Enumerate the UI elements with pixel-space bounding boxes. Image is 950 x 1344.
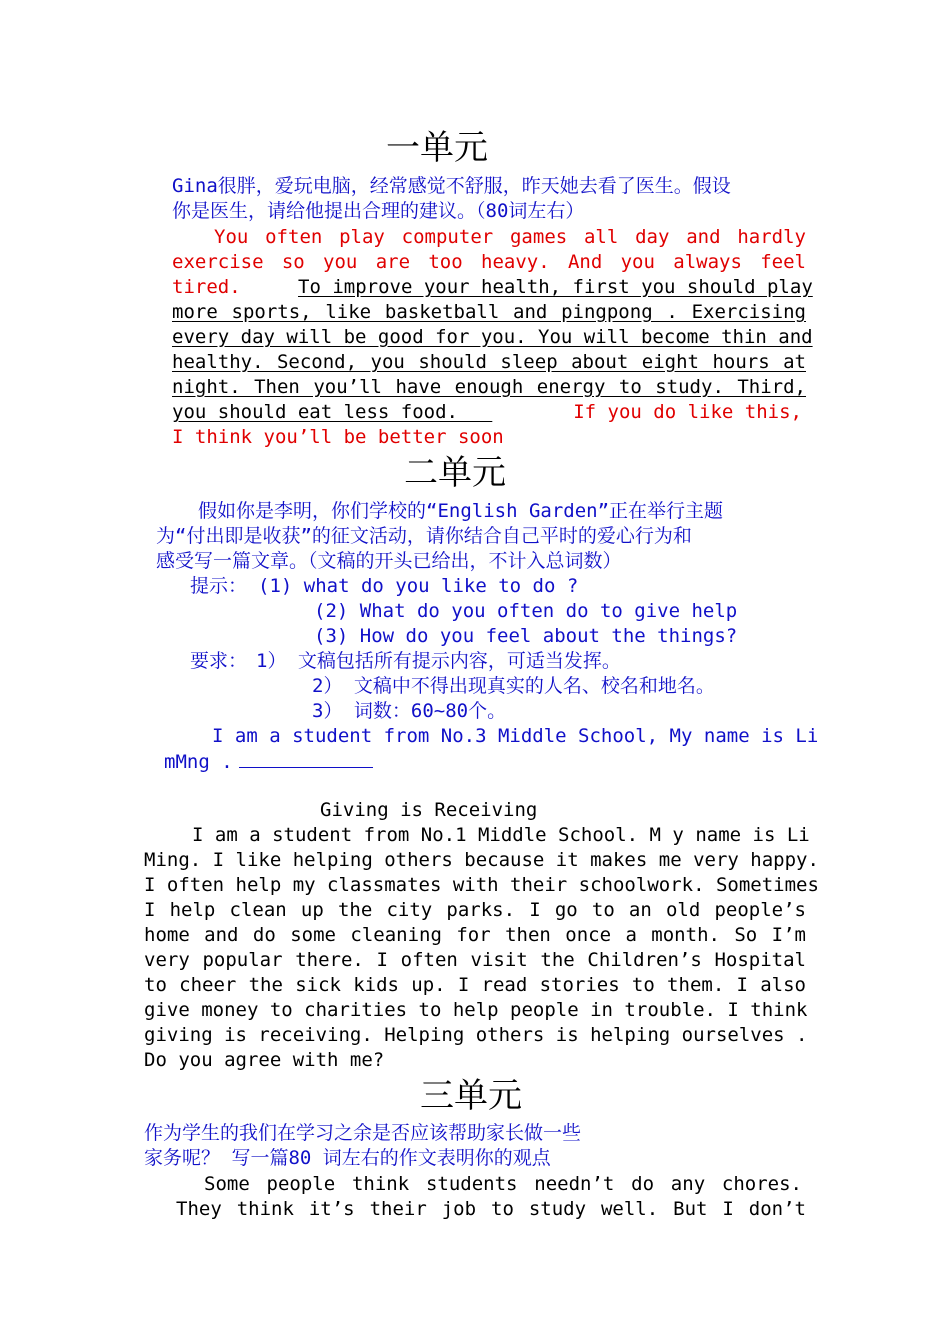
unit1-answer-eat-less: you should eat less food. bbox=[172, 401, 493, 423]
unit1-prompt-line-2: 你是医生，请给他提出合理的建议。（80词左右） bbox=[172, 200, 585, 222]
unit2-hint-label: 提示： bbox=[190, 575, 248, 597]
unit2-req-3: 3） 词数：60~80个。 bbox=[312, 700, 507, 722]
unit1-answer-line-9: I think you’ll be better soon bbox=[172, 426, 504, 448]
unit1-answer-if-you: If you do like this, bbox=[573, 401, 802, 423]
unit2-hint-2: (2) What do you often do to give help bbox=[314, 600, 738, 622]
unit2-req-label: 要求： bbox=[190, 650, 248, 672]
unit3-heading: 三单元 bbox=[420, 1076, 522, 1116]
unit1-answer-line-4: more sports, like basketball and pingpong . Exercising bbox=[172, 301, 806, 323]
essay-line-6: very popular there. I often visit the Children’s Hospital bbox=[144, 949, 806, 971]
unit2-req-2: 2） 文稿中不得出现真实的人名、校名和地名。 bbox=[312, 675, 715, 697]
essay-title: Giving is Receiving bbox=[320, 799, 538, 821]
unit2-prompt-line-2: 为“付出即是收获”的征文活动，请你结合自己平时的爱心行为和 bbox=[156, 525, 692, 547]
unit1-prompt-line-1: Gina很胖，爱玩电脑，经常感觉不舒服，昨天她去看了医生。假设 bbox=[172, 175, 731, 197]
unit3-prompt-line-1: 作为学生的我们在学习之余是否应该帮助家长做一些 bbox=[144, 1122, 582, 1144]
unit2-start-line-1: I am a student from No.3 Middle School, My name is Li bbox=[212, 725, 819, 747]
unit2-heading: 二单元 bbox=[404, 453, 506, 493]
essay-line-2: Ming. I like helping others because it makes me very happy. bbox=[144, 849, 819, 871]
unit1-answer-line-2: exercise so you are too heavy. And you always feel bbox=[172, 251, 806, 273]
essay-line-5: home and do some cleaning for then once a month. So I’m bbox=[144, 924, 806, 946]
unit2-prompt-line-3: 感受写一篇文章。（文稿的开头已给出，不计入总词数） bbox=[156, 550, 622, 572]
essay-line-8: give money to charities to help people in trouble. I think bbox=[144, 999, 808, 1021]
unit2-hint-1: (1) what do you like to do ? bbox=[258, 575, 579, 597]
unit1-answer-tired: tired. bbox=[172, 276, 241, 298]
unit1-answer-line-7: night. Then you’ll have enough energy to study. Third, bbox=[172, 376, 806, 398]
essay-line-4: I help clean up the city parks. I go to an old people’s bbox=[144, 899, 806, 921]
unit2-prompt-line-1: 假如你是李明，你们学校的“English Garden”正在举行主题 bbox=[198, 500, 724, 522]
unit1-answer-line-1: You often play computer games all day and hardly bbox=[214, 226, 806, 248]
unit2-start-text: mMng . bbox=[164, 751, 233, 773]
unit3-prompt-line-2: 家务呢？ 写一篇80 词左右的作文表明你的观点 bbox=[144, 1147, 551, 1169]
unit1-answer-line-5: every day will be good for you. You will become thin and bbox=[172, 326, 813, 348]
unit2-hint-3: (3) How do you feel about the things? bbox=[314, 625, 738, 647]
unit3-answer-line-1: Some people think students needn’t do any chores. bbox=[204, 1173, 802, 1195]
unit1-answer-line-6: healthy. Second, you should sleep about eight hours at bbox=[172, 351, 806, 373]
unit1-answer-advice-start: To improve your health, first you should play bbox=[298, 276, 813, 298]
essay-line-7: to cheer the sick kids up. I read stories to them. I also bbox=[144, 974, 806, 996]
essay-line-9: giving is receiving. Helping others is helping ourselves . bbox=[144, 1024, 808, 1046]
unit2-req-1: 1） 文稿包括所有提示内容，可适当发挥。 bbox=[256, 650, 621, 672]
unit3-answer-line-2: They think it’s their job to study well. But I don’t bbox=[176, 1198, 806, 1220]
unit1-answer-line-3 bbox=[172, 275, 813, 300]
answer-blank bbox=[239, 749, 373, 768]
essay-line-3: I often help my classmates with their schoolwork. Sometimes bbox=[144, 874, 819, 896]
unit1-heading: 一单元 bbox=[386, 128, 488, 168]
essay-line-10: Do you agree with me? bbox=[144, 1049, 385, 1071]
unit2-start-line-2 bbox=[164, 749, 373, 775]
unit1-answer-line-8 bbox=[172, 400, 806, 425]
essay-line-1: I am a student from No.1 Middle School. M y name is Li bbox=[192, 824, 810, 846]
